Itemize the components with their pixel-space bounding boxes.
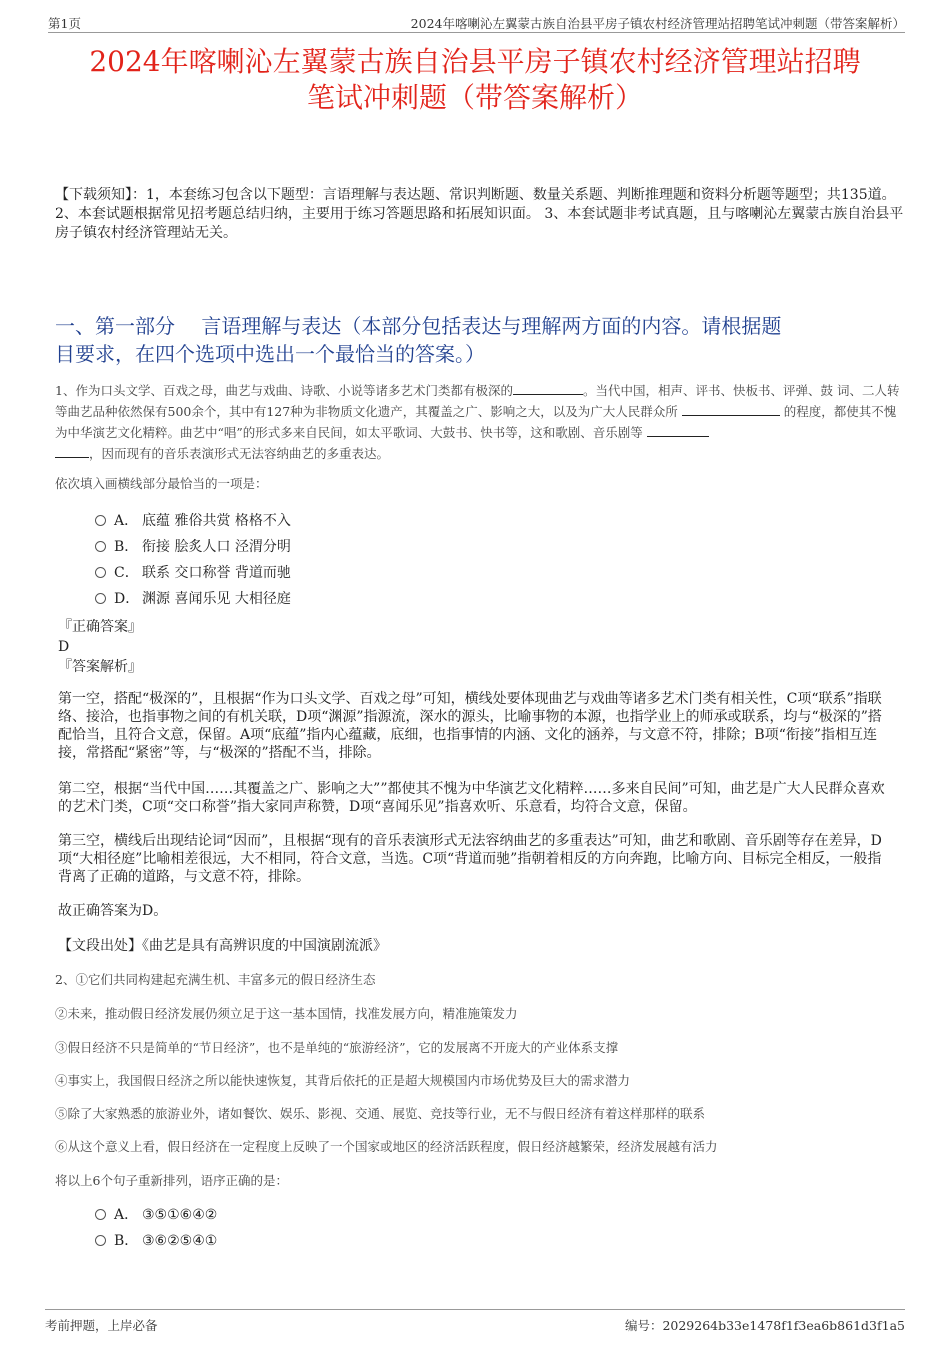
radio-icon[interactable] (95, 515, 106, 526)
option-a[interactable]: A． 底蕴 雅俗共赏 格格不入 (95, 508, 495, 534)
answer-label: 『正确答案』 (58, 619, 142, 635)
option-c[interactable]: C． 联系 交口称誉 背道而驰 (95, 560, 495, 586)
q1-text-part-3: 词、二人转等曲艺品种依然保有500余个，其中有127种为非物质文化遗产，其覆盖之广、影响之大，以及为广大人民群众所 (55, 383, 900, 419)
title-line-1: 2024年喀喇沁左翼蒙古族自治县平房子镇农村经济管理站招聘 (89, 45, 861, 78)
q1-text-part-2: 。当代中国，相声、评书、快板书、评弹、鼓 (582, 383, 833, 398)
option-d-text: 渊源 喜闻乐见 大相径庭 (142, 591, 291, 607)
q1-text-part-1: 1、作为口头文学、百戏之母，曲艺与戏曲、诗歌、小说等诸多艺术门类都有极深的 (55, 383, 513, 398)
blank-3a (647, 422, 709, 437)
footer-slogan: 考前押题，上岸必备 (45, 1318, 158, 1333)
radio-icon[interactable] (95, 1209, 106, 1220)
question-1-options (95, 508, 495, 612)
q1-text-part-4: 的程度，都使其不愧为中华演艺文化精粹。曲艺中“唱”的形式多来自民间，如太平歌词、大鼓书、快书等，这和歌剧、音乐剧等 (55, 404, 897, 440)
q1-text-part-5: ，因而现有的音乐表演形式无法容纳曲艺的多重表达。 (89, 446, 390, 461)
question-1-stem (55, 380, 907, 464)
option-a-text: 底蕴 雅俗共赏 格格不入 (142, 513, 291, 529)
q2-sentence-2: ②未来，推动假日经济发展仍须立足于这一基本国情，找准发展方向，精准施策发力 (55, 1006, 518, 1021)
title-line-2: 笔试冲刺题（带答案解析） (306, 81, 643, 114)
blank-1 (513, 380, 583, 395)
footer-serial-number: 编号：2029264b33e1478f1f3ea6b861d3f1a5 (624, 1318, 905, 1333)
question-2-prompt: 将以上6个句子重新排列，语序正确的是： (55, 1173, 288, 1188)
page-header (48, 14, 905, 33)
radio-icon[interactable] (95, 541, 106, 552)
option-a-text: ③⑤①⑥④② (142, 1207, 218, 1223)
q2-sentence-3: ③假日经济不只是简单的“节日经济”，也不是单纯的“旅游经济”，它的发展离不开庞大的产业体系支撑 (55, 1040, 619, 1055)
answer-value: D (58, 639, 70, 655)
analysis-paragraph-2: 第二空，根据“当代中国……其覆盖之广、影响之大””都使其不愧为中华演艺文化精粹……多来自民间”可知，曲艺是广大人民群众喜欢的艺术门类，C项“交口称誉”指大家同声称赞，D项“喜闻乐见”指喜欢听、乐意看，均符合文意，保留。 (58, 781, 885, 815)
analysis-paragraph-1: 第一空，搭配“极深的”，且根据“作为口头文学、百戏之母”可知，横线处要体现曲艺与戏曲等诸多艺术门类有相关性，C项“联系”指联络、接洽，也指事物之间的有机关联，D项“渊源”指源流，深水的源头，比喻事物的本源，也指学业上的师承或联系，均与“极深的”搭配恰当，且符合文意，保留。A项“底蕴”指内心蕴藏，底细，也指事情的内涵、文化的涵养，与文意不符，排除；B项“衔接”指相互连接，常搭配“紧密”等，与“极深的”搭配不当，排除。 (58, 691, 882, 761)
radio-icon[interactable] (95, 567, 106, 578)
section-heading (55, 312, 905, 368)
analysis-paragraph-3: 第三空，横线后出现结论词“因而”，且根据“现有的音乐表演形式无法容纳曲艺的多重表达”可知，曲艺和歌剧、音乐剧等存在差异，D项“大相径庭”比喻相差很远，大不相同，符合文意，当选。C项“背道而驰”指朝着相反的方向奔跑，比喻方向、目标完全相反，一般指背离了正确的道路，与文意不符，排除。 (58, 833, 882, 885)
blank-3b (55, 443, 89, 458)
analysis-label: 『答案解析』 (58, 659, 142, 675)
q2-sentence-5: ⑤除了大家熟悉的旅游业外，诸如餐饮、娱乐、影视、交通、展览、竞技等行业，无不与假日经济有着这样那样的联系 (55, 1106, 706, 1121)
option-d[interactable]: D． 渊源 喜闻乐见 大相径庭 (95, 586, 495, 612)
document-title (40, 44, 910, 116)
option-b-text: 衔接 脍炙人口 泾渭分明 (142, 539, 291, 555)
conclusion: 故正确答案为D。 (58, 903, 168, 919)
option-b[interactable]: B． ③⑥②⑤④① (95, 1228, 495, 1254)
option-a[interactable]: A． ③⑤①⑥④② (95, 1202, 495, 1228)
section-heading-line-1: 一、第一部分 言语理解与表达（本部分包括表达与理解两方面的内容。请根据题 (55, 314, 782, 338)
q2-sentence-4: ④事实上，我国假日经济之所以能快速恢复，其背后依托的正是超大规模国内市场优势及巨大的需求潜力 (55, 1073, 631, 1088)
header-doc-title: 2024年喀喇沁左翼蒙古族自治县平房子镇农村经济管理站招聘笔试冲刺题（带答案解析） (410, 16, 905, 31)
page-number: 第1页 (48, 16, 81, 31)
question-1-prompt: 依次填入画横线部分最恰当的一项是： (55, 476, 268, 491)
option-b-text: ③⑥②⑤④① (142, 1233, 218, 1249)
download-notice: 【下载须知】：1，本套练习包含以下题型：言语理解与表达题、常识判断题、数量关系题、判断推理题和资料分析题等题型；共135道。 2、本套试题根据常见招考题总结归纳，主要用于练习答题思路和拓展知识面。 3、本套试题非考试真题，且与喀喇沁左翼蒙古族自治县平房子镇农村经济管理站无关。 (55, 187, 904, 241)
answer-block (58, 617, 908, 677)
q2-sentence-6: ⑥从这个意义上看，假日经济在一定程度上反映了一个国家或地区的经济活跃程度，假日经济越繁荣，经济发展越有活力 (55, 1139, 718, 1154)
option-b[interactable]: B． 衔接 脍炙人口 泾渭分明 (95, 534, 495, 560)
q2-sentence-1: 2、①它们共同构建起充满生机、丰富多元的假日经济生态 (55, 972, 376, 987)
section-heading-line-2: 目要求，在四个选项中选出一个最恰当的答案。） (55, 342, 485, 366)
option-c-text: 联系 交口称誉 背道而驰 (142, 565, 291, 581)
radio-icon[interactable] (95, 1235, 106, 1246)
source-citation: 【文段出处】《曲艺是具有高辨识度的中国演剧流派》 (58, 938, 387, 954)
blank-2 (682, 401, 780, 416)
question-2-options (95, 1202, 495, 1254)
page-footer (45, 1309, 905, 1334)
radio-icon[interactable] (95, 593, 106, 604)
